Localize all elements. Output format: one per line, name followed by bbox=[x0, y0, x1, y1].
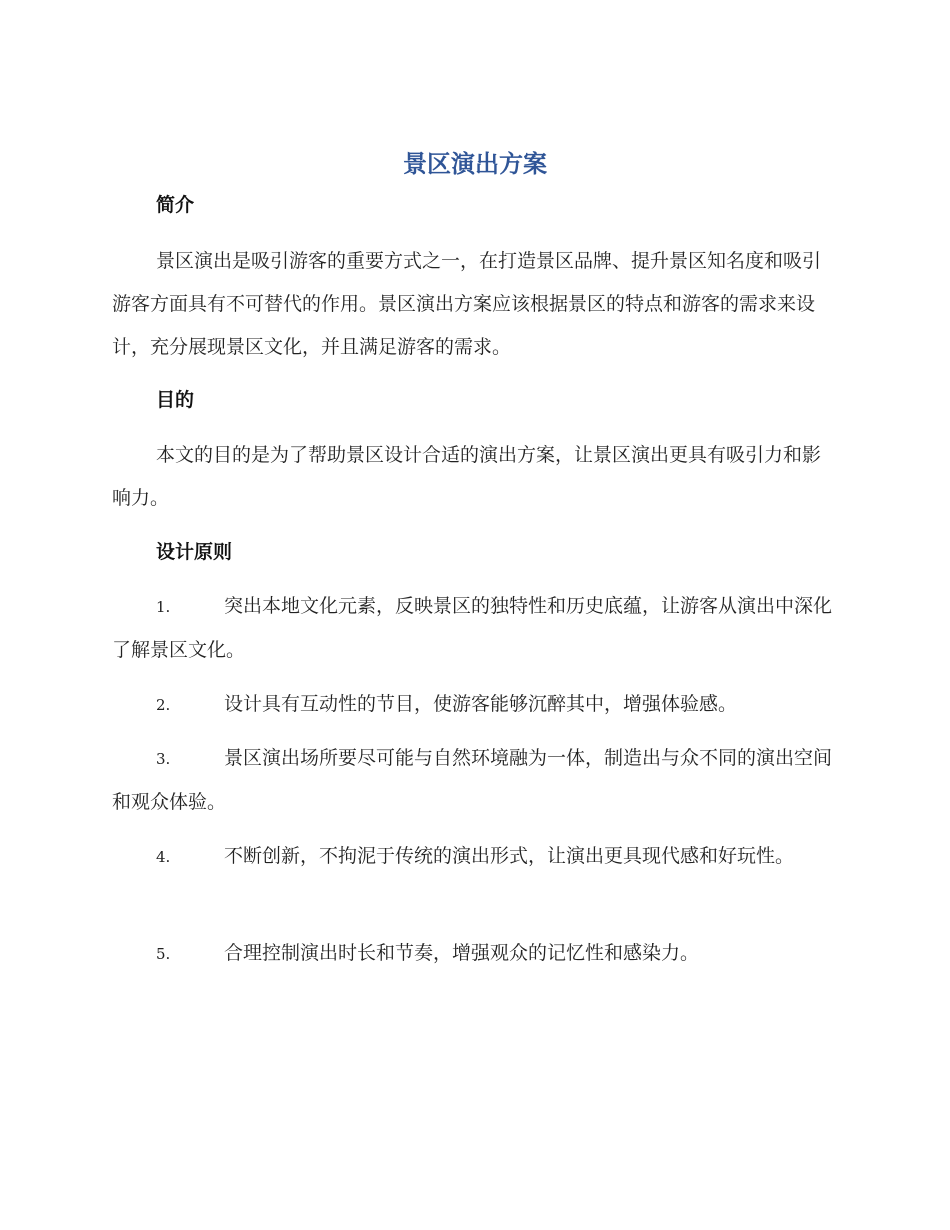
principle-number: 5. bbox=[156, 945, 171, 963]
principle-text: 设计具有互动性的节目，使游客能够沉醉其中，增强体验感。 bbox=[224, 693, 738, 715]
principle-text: 景区演出场所要尽可能与自然环境融为一体，制造出与众不同的演出空间和观众体验。 bbox=[112, 747, 833, 813]
section-heading-principles: 设计原则 bbox=[156, 541, 233, 563]
principle-number: 1. bbox=[156, 598, 171, 616]
purpose-paragraph: 本文的目的是为了帮助景区设计合适的演出方案，让景区演出更具有吸引力和影响力。 bbox=[112, 444, 822, 509]
principle-text: 合理控制演出时长和节奏，增强观众的记忆性和感染力。 bbox=[224, 942, 700, 964]
section-heading-intro: 简介 bbox=[156, 194, 195, 216]
intro-paragraph: 景区演出是吸引游客的重要方式之一，在打造景区品牌、提升景区知名度和吸引游客方面具有不可替代的作用。景区演出方案应该根据景区的特点和游客的需求来设计，充分展现景区文化，并且满足游客的需求。 bbox=[112, 250, 822, 358]
section-heading-purpose: 目的 bbox=[156, 389, 195, 411]
principle-item-5 bbox=[112, 932, 832, 976]
principle-item-2 bbox=[112, 683, 832, 727]
principle-item-1 bbox=[112, 585, 832, 672]
document-title: 景区演出方案 bbox=[403, 150, 547, 178]
principle-number: 3. bbox=[156, 750, 171, 768]
principle-text: 不断创新，不拘泥于传统的演出形式，让演出更具现代感和好玩性。 bbox=[224, 845, 795, 867]
principle-text: 突出本地文化元素，反映景区的独特性和历史底蕴，让游客从演出中深化了解景区文化。 bbox=[112, 595, 833, 661]
principle-number: 4. bbox=[156, 848, 171, 866]
principle-number: 2. bbox=[156, 696, 171, 714]
principle-item-3 bbox=[112, 737, 832, 824]
principle-item-4 bbox=[112, 835, 832, 879]
